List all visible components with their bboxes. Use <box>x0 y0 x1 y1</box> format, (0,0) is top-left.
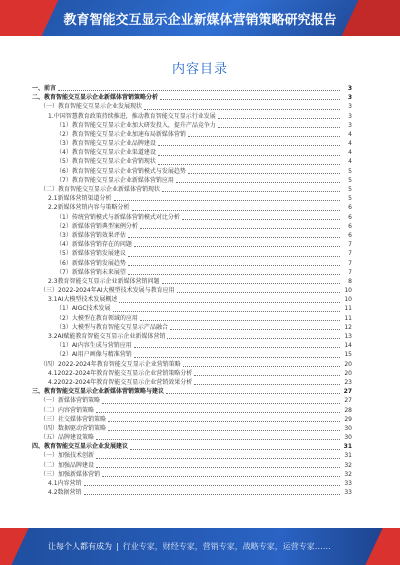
toc-entry-page: 10 <box>344 287 352 295</box>
toc-entry[interactable] <box>32 203 352 212</box>
toc-entry-title: 教育智能交互显示企业营销模式与发展趋势 <box>71 167 186 175</box>
toc-entry[interactable] <box>32 194 352 203</box>
toc-entry-number: 4.1 <box>48 480 58 488</box>
toc-entry-page: 31 <box>343 443 352 451</box>
toc-entry-number: （6） <box>56 259 72 267</box>
toc-entry-title: AI赋能教育智能交互显示企业新媒体营销 <box>57 333 166 341</box>
toc-entry[interactable] <box>32 102 352 111</box>
toc-entry[interactable] <box>32 470 352 479</box>
toc-leader-dots <box>128 237 340 238</box>
toc-entry-number: （7） <box>56 268 72 276</box>
toc-entry-number: （1） <box>56 213 72 221</box>
toc-entry-number: （一） <box>40 452 59 460</box>
toc-entry-number: （2） <box>56 222 72 230</box>
toc-entry-title: 2022-2024年教育智能交互显示企业营销效果分析 <box>57 378 193 386</box>
toc-entry[interactable] <box>32 396 352 405</box>
toc-entry-title: 教育智能交互显示企业加速布局新媒体营销 <box>71 130 186 138</box>
toc-entry[interactable] <box>32 231 352 240</box>
toc-entry[interactable] <box>32 314 352 323</box>
toc-entry-number: 一、 <box>32 84 45 92</box>
toc-leader-dots <box>158 164 340 165</box>
toc-entry-page: 6 <box>348 204 352 212</box>
toc-entry-number: （1） <box>56 121 72 129</box>
toc-leader-dots <box>96 467 340 468</box>
toc-entry-title: 新媒体营销存在的问题 <box>71 241 132 249</box>
toc-leader-dots <box>130 449 340 450</box>
toc-entry-title: AIGC技术发展 <box>71 305 111 313</box>
toc-entry-title: 新媒体营销发展建议 <box>71 250 126 258</box>
toc-entry-number: （一） <box>40 103 59 111</box>
toc-entry[interactable] <box>32 268 352 277</box>
toc-leader-dots <box>194 384 340 385</box>
toc-entry-page: 15 <box>344 351 352 359</box>
toc-entry-title: 新媒体营销典型案例分析 <box>71 222 138 230</box>
toc-entry[interactable] <box>32 406 352 415</box>
toc-leader-dots <box>167 338 340 339</box>
toc-entry-number: 4.2 <box>48 489 58 497</box>
report-banner <box>0 0 400 36</box>
footer-separator: | <box>116 542 119 551</box>
toc-entry-number: （四） <box>40 424 59 432</box>
toc-entry-page: 27 <box>344 397 352 405</box>
toc-entry-title: 教育智能交互显示企业新媒体营销策略与建议 <box>44 388 165 396</box>
toc-leader-dots <box>132 210 340 211</box>
toc-entry[interactable] <box>32 240 352 249</box>
toc-entry-title: 大模型在教育领域的应用 <box>71 314 138 322</box>
toc-entry-title: 品牌建设策略 <box>58 434 95 442</box>
toc-entry-title: 传统营销模式与新媒体营销模式对比分析 <box>71 213 180 221</box>
report-title: 教育智能交互显示企业新媒体营销策略研究报告 <box>63 13 337 28</box>
toc-entry[interactable] <box>32 148 352 157</box>
toc-entry-page: 20 <box>344 360 352 368</box>
toc-entry-number: （二） <box>40 406 59 414</box>
toc-entry-page: 6 <box>348 222 352 230</box>
toc-leader-dots <box>170 329 340 330</box>
toc-leader-dots <box>84 485 340 486</box>
toc-entry-title: 加强新媒体营销 <box>58 470 101 478</box>
toc-leader-dots <box>218 127 340 128</box>
toc-leader-dots <box>158 155 340 156</box>
toc-leader-dots <box>188 173 340 174</box>
toc-entry[interactable] <box>32 378 352 387</box>
toc-entry[interactable] <box>32 213 352 222</box>
toc-entry-title: 2022-2024年教育智能交互显示企业营销策略分析 <box>57 369 193 377</box>
toc-entry-title: 大模型与教育智能交互显示产品融合 <box>71 323 168 331</box>
toc-entry-title: 教育智能交互显示企业发展建议 <box>44 443 129 451</box>
toc-entry-page: 7 <box>348 268 352 276</box>
toc-entry[interactable] <box>32 185 352 194</box>
toc-entry-number: （一） <box>40 397 59 405</box>
toc-entry-page: 4 <box>348 158 352 166</box>
toc-entry-title: 教育智能交互显示企业营销现状 <box>71 158 156 166</box>
toc-entry-number: （6） <box>56 167 72 175</box>
toc-entry[interactable] <box>32 112 352 121</box>
toc-entry-number: （2） <box>56 314 72 322</box>
toc-entry-title: 教育智能交互显示企业渠道建设 <box>71 149 156 157</box>
toc-entry-page: 29 <box>344 415 352 423</box>
toc-leader-dots <box>102 476 340 477</box>
toc-entry-title: 2022-2024年AI大模型技术发展与教育应用 <box>58 287 175 295</box>
toc-leader-dots <box>134 357 340 358</box>
footer-accent-right <box>365 528 400 565</box>
toc-leader-dots <box>108 421 340 422</box>
toc-entry-page: 5 <box>348 167 352 175</box>
toc-entry-page: 11 <box>344 305 352 313</box>
toc-leader-dots <box>119 302 340 303</box>
toc-entry-page: 7 <box>348 250 352 258</box>
toc-entry-page: 13 <box>344 333 352 341</box>
toc-entry-title: AI用户画像与精准营销 <box>71 351 132 359</box>
toc-leader-dots <box>84 494 340 495</box>
toc-entry-number: （2） <box>56 130 72 138</box>
toc-entry-page: 3 <box>348 103 352 111</box>
toc-entry-number: （五） <box>40 434 59 442</box>
toc-leader-dots <box>102 403 340 404</box>
toc-entry[interactable] <box>32 305 352 314</box>
toc-entry-title: 教育智能交互显示企业加大研发投入，提升产品竞争力 <box>71 121 216 129</box>
toc-entry-number: 2.1 <box>48 195 58 203</box>
toc-entry[interactable] <box>32 369 352 378</box>
toc-entry-title: 教育智能交互显示企业品牌建设 <box>71 140 156 148</box>
toc-entry-title: 新媒体营销未来展望 <box>71 268 126 276</box>
toc-entry-title: 内容营销策略 <box>58 406 95 414</box>
toc-leader-dots <box>134 347 340 348</box>
toc-entry-number: （4） <box>56 149 72 157</box>
footer-slogan-tags: 行业专家，财经专家，营销专家，战略专家，运营专家…… <box>122 542 331 551</box>
toc-entry-title: 中国智慧教育政策持续推进，推动教育智能交互显示行业发展 <box>53 112 216 120</box>
toc-entry-page: 3 <box>348 112 352 120</box>
toc-leader-dots <box>162 191 340 192</box>
toc-leader-dots <box>96 412 340 413</box>
toc-entry-number: （二） <box>40 186 59 194</box>
toc-entry[interactable] <box>32 387 352 396</box>
toc-leader-dots <box>113 311 340 312</box>
footer-accent-left <box>0 528 29 565</box>
toc-entry-page: 3 <box>348 121 352 129</box>
toc-entry-page: 6 <box>348 213 352 221</box>
toc-entry-number: 四、 <box>32 443 45 451</box>
toc-entry-number: 2.2 <box>48 204 58 212</box>
toc-entry[interactable] <box>32 461 352 470</box>
toc-entry-number: （1） <box>56 342 72 350</box>
toc-entry[interactable] <box>32 121 352 130</box>
toc-entry[interactable] <box>32 249 352 258</box>
toc-entry-number: （三） <box>40 470 59 478</box>
toc-entry[interactable] <box>32 84 352 93</box>
toc-entry[interactable] <box>32 139 352 148</box>
toc-entry[interactable] <box>32 332 352 341</box>
toc-leader-dots <box>128 274 340 275</box>
toc-entry[interactable] <box>32 452 352 461</box>
footer-slogan <box>48 541 360 552</box>
toc-leader-dots <box>158 145 340 146</box>
toc-entry-number: 1. <box>48 112 54 120</box>
toc-entry-page: 30 <box>344 434 352 442</box>
toc-entry-number: （三） <box>40 287 59 295</box>
toc-entry-page: 4 <box>348 149 352 157</box>
toc-entry-title: 新媒体营销效果评估 <box>71 231 126 239</box>
toc-entry[interactable] <box>32 433 352 442</box>
toc-entry-title: 数据营销 <box>57 489 82 497</box>
toc-leader-dots <box>140 320 340 321</box>
toc-entry[interactable] <box>32 130 352 139</box>
toc-entry-number: 三、 <box>32 388 45 396</box>
footer-slogan-lead: 让每个人都有成为 <box>48 542 112 551</box>
toc-leader-dots <box>177 292 340 293</box>
toc-entry-page: 4 <box>348 140 352 148</box>
toc-entry-number: （3） <box>56 231 72 239</box>
toc-entry-title: 教育智能交互显示企业发展现状 <box>58 103 143 111</box>
toc-entry-page: 31 <box>344 452 352 460</box>
toc-entry-title: 新媒体营销内容与策略分析 <box>57 204 130 212</box>
toc-leader-dots <box>194 375 340 376</box>
toc-entry-title: AI大模型技术发展概述 <box>57 296 118 304</box>
toc-entry-number: （5） <box>56 158 72 166</box>
toc-entry-page: 4 <box>348 130 352 138</box>
toc-entry[interactable] <box>32 93 352 102</box>
toc-entry-page: 33 <box>344 489 352 497</box>
toc-entry-page: 30 <box>344 424 352 432</box>
toc-leader-dots <box>188 136 340 137</box>
toc-leader-dots <box>183 366 340 367</box>
toc-entry[interactable] <box>32 350 352 359</box>
toc-entry-title: 教育智能交互显示企业新媒体营销现状 <box>58 186 161 194</box>
toc-entry-title: AI内容生成与营销应用 <box>71 342 132 350</box>
toc-entry-page: 10 <box>344 296 352 304</box>
toc-entry-page: 28 <box>344 406 352 414</box>
toc-entry-page: 5 <box>348 186 352 194</box>
toc-leader-dots <box>96 458 340 459</box>
toc-entry-number: （5） <box>56 250 72 258</box>
toc-leader-dots <box>128 256 340 257</box>
toc-entry-number: 4.1 <box>48 369 58 377</box>
toc-entry-number: （3） <box>56 323 72 331</box>
toc-heading: 内容目录 <box>171 62 228 77</box>
toc-entry-page: 3 <box>347 94 352 102</box>
toc-entry[interactable] <box>32 424 352 433</box>
toc-entry-number: （1） <box>56 305 72 313</box>
toc-entry[interactable] <box>32 222 352 231</box>
toc-entry-page: 5 <box>348 195 352 203</box>
toc-entry-title: 数据驱动营销策略 <box>58 424 107 432</box>
toc-entry-page: 7 <box>348 259 352 267</box>
toc-entry-page: 5 <box>348 176 352 184</box>
toc-leader-dots <box>96 439 340 440</box>
toc-leader-dots <box>162 283 340 284</box>
toc-entry-title: 社交媒体营销策略 <box>58 415 107 423</box>
toc-leader-dots <box>128 265 340 266</box>
toc-leader-dots <box>140 228 340 229</box>
toc-leader-dots <box>182 219 340 220</box>
toc-entry-number: （四） <box>40 360 59 368</box>
toc-entry-number: （2） <box>56 351 72 359</box>
toc-entry[interactable] <box>32 259 352 268</box>
toc-entry-page: 11 <box>344 314 352 322</box>
toc-entry-page: 7 <box>348 241 352 249</box>
toc-entry-page: 33 <box>344 480 352 488</box>
toc-entry[interactable] <box>32 323 352 332</box>
footer-banner <box>0 528 400 565</box>
toc-entry[interactable] <box>32 488 352 497</box>
toc-entry[interactable] <box>32 479 352 488</box>
table-of-contents <box>32 84 352 497</box>
toc-entry-title: 前言 <box>44 84 57 92</box>
toc-entry-number: 二、 <box>32 94 45 102</box>
toc-entry-page: 6 <box>348 231 352 239</box>
toc-leader-dots <box>108 430 340 431</box>
toc-entry-page: 23 <box>344 378 352 386</box>
toc-entry-page: 32 <box>344 461 352 469</box>
toc-entry-page: 3 <box>347 84 352 92</box>
toc-entry-page: 12 <box>344 323 352 331</box>
toc-entry[interactable] <box>32 158 352 167</box>
toc-entry-title: 加强品牌建设 <box>58 461 95 469</box>
toc-entry-number: 3.1 <box>48 296 58 304</box>
toc-entry-number: 3.2 <box>48 333 58 341</box>
toc-entry[interactable] <box>32 286 352 295</box>
toc-entry[interactable] <box>32 277 352 286</box>
toc-entry[interactable] <box>32 415 352 424</box>
toc-entry[interactable] <box>32 341 352 350</box>
toc-entry-number: （7） <box>56 176 72 184</box>
toc-entry[interactable] <box>32 295 352 304</box>
toc-entry-page: 32 <box>344 470 352 478</box>
toc-entry-title: 教育智能交互显示企业新媒体营销策略分析 <box>44 94 159 102</box>
toc-entry-page: 14 <box>344 342 352 350</box>
toc-entry-number: （二） <box>40 461 59 469</box>
toc-entry-number: 4.2 <box>48 378 58 386</box>
toc-entry-title: 教育智能交互显示企业新媒体营销应用 <box>71 176 174 184</box>
toc-entry-title: 2022-2024年教育智能交互显示企业营销策略 <box>58 360 181 368</box>
toc-entry-page: 8 <box>348 277 352 285</box>
toc-leader-dots <box>166 393 340 394</box>
toc-entry-title: 教育智能交互显示企业新媒体营销问题 <box>57 277 160 285</box>
toc-entry-number: （3） <box>56 140 72 148</box>
toc-leader-dots <box>144 109 340 110</box>
toc-leader-dots <box>218 118 340 119</box>
toc-entry-number: （4） <box>56 241 72 249</box>
toc-entry[interactable] <box>32 176 352 185</box>
toc-leader-dots <box>114 200 340 201</box>
toc-leader-dots <box>176 182 340 183</box>
toc-entry[interactable] <box>32 442 352 451</box>
toc-entry-title: 新媒体营销发展趋势 <box>71 259 126 267</box>
toc-entry-title: 新媒体营销策略 <box>58 397 101 405</box>
toc-entry-page: 27 <box>343 388 352 396</box>
toc-leader-dots <box>160 99 340 100</box>
toc-entry-number: （三） <box>40 415 59 423</box>
toc-leader-dots <box>58 90 340 91</box>
toc-entry-number: 2.3 <box>48 277 58 285</box>
toc-leader-dots <box>134 246 340 247</box>
toc-entry[interactable] <box>32 167 352 176</box>
toc-entry-title: 新媒体营销渠道分析 <box>57 195 112 203</box>
toc-entry-page: 20 <box>344 369 352 377</box>
toc-entry-title: 内容营销 <box>57 480 82 488</box>
toc-entry[interactable] <box>32 360 352 369</box>
toc-entry-title: 加强技术创新 <box>58 452 95 460</box>
